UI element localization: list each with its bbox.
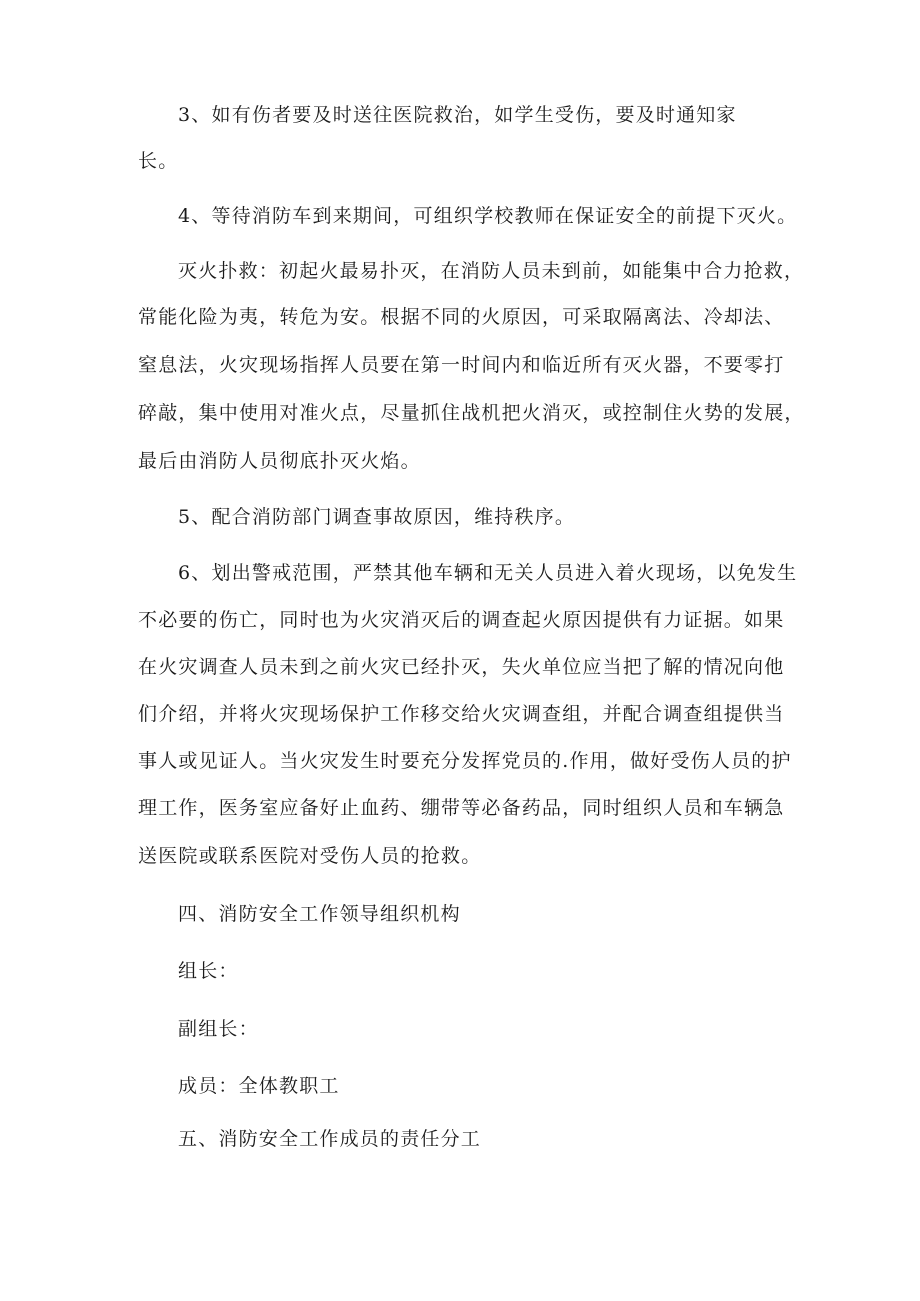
paragraph-line: 送医院或联系医院对受伤人员的抢救。 <box>138 845 482 867</box>
paragraph-line: 长。 <box>138 150 179 172</box>
paragraph-line: 们介绍，并将火灾现场保护工作移交给火灾调查组，并配合调查组提供当 <box>138 703 785 725</box>
paragraph-line: 3、如有伤者要及时送往医院救治，如学生受伤，要及时通知家 <box>178 104 737 126</box>
section-heading: 四、消防安全工作领导组织机构 <box>178 903 461 925</box>
paragraph-line: 常能化险为夷，转危为安。根据不同的火原因，可采取隔离法、冷却法、 <box>138 306 785 328</box>
paragraph-line: 不必要的伤亡，同时也为火灾消灭后的调查起火原因提供有力证据。如果 <box>138 609 785 631</box>
paragraph-line: 最后由消防人员彻底扑灭火焰。 <box>138 450 421 472</box>
paragraph-line: 成员：全体教职工 <box>178 1075 340 1097</box>
paragraph-line: 灭火扑救：初起火最易扑灭，在消防人员未到前，如能集中合力抢救， <box>178 260 805 282</box>
paragraph-line: 副组长： <box>178 1018 259 1040</box>
paragraph-line: 理工作，医务室应备好止血药、绷带等必备药品，同时组织人员和车辆急 <box>138 797 785 819</box>
paragraph-line: 组长： <box>178 960 239 982</box>
paragraph-line: 5、配合消防部门调查事故原因，维持秩序。 <box>178 506 576 528</box>
paragraph-line: 碎敲，集中使用对准火点，尽量抓住战机把火消灭，或控制住火势的发展， <box>138 402 805 424</box>
section-heading: 五、消防安全工作成员的责任分工 <box>178 1128 482 1150</box>
paragraph-line: 事人或见证人。当火灾发生时要充分发挥党员的.作用，做好受伤人员的护 <box>138 750 792 772</box>
paragraph-line: 窒息法，火灾现场指挥人员要在第一时间内和临近所有灭火器，不要零打 <box>138 354 785 376</box>
paragraph-line: 6、划出警戒范围，严禁其他车辆和无关人员进入着火现场，以免发生 <box>178 562 798 584</box>
paragraph-line: 在火灾调查人员未到之前火灾已经扑灭，失火单位应当把了解的情况向他 <box>138 656 785 678</box>
paragraph-line: 4、等待消防车到来期间，可组织学校教师在保证安全的前提下灭火。 <box>178 205 798 227</box>
